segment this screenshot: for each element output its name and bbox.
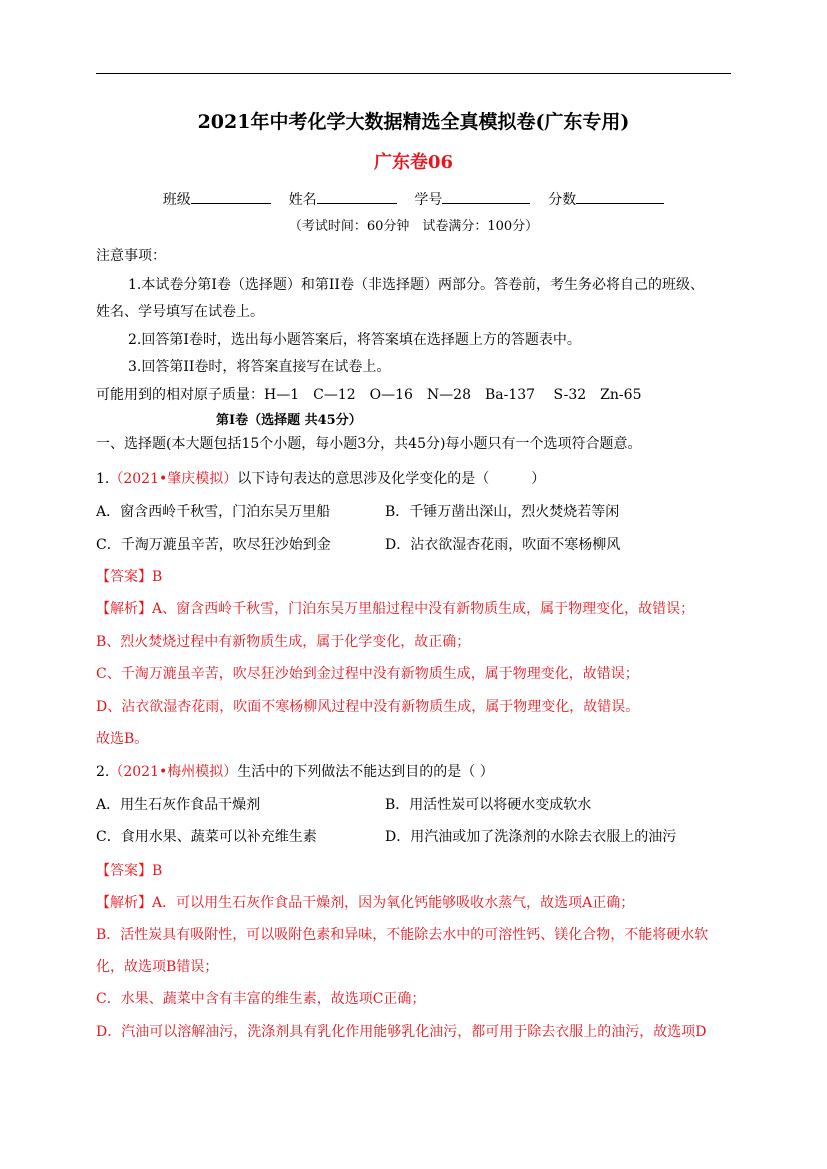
document-title: 2021年中考化学大数据精选全真模拟卷(广东专用) <box>197 111 630 133</box>
q1-option-b: B．千锤万凿出深山，烈火焚烧若等闲 <box>385 504 620 520</box>
notes-heading: 注意事项： <box>96 248 166 264</box>
question-2-number: 2. <box>96 764 110 780</box>
q1-option-a: A．窗含西岭千秋雪，门泊东吴万里船 <box>96 504 331 520</box>
q1-explanation-4: D、沾衣欲湿杏花雨，吹面不寒杨柳风过程中没有新物质生成，属于物理变化，故错误。 <box>96 699 640 715</box>
class-label: 班级 <box>162 192 191 208</box>
number-label: 学号 <box>414 192 443 208</box>
q1-answer: 【答案】B <box>96 569 163 585</box>
q2-option-b: B．用活性炭可以将硬水变成软水 <box>385 797 592 813</box>
paper-subtitle: 广东卷06 <box>373 152 454 173</box>
score-label: 分数 <box>548 192 577 208</box>
q2-explanation-3: C．水果、蔬菜中含有丰富的维生素，故选项C正确； <box>96 991 426 1007</box>
q1-option-d: D．沾衣欲湿杏花雨，吹面不寒杨柳风 <box>385 537 621 553</box>
q2-explanation-2a: B．活性炭具有吸附性，可以吸附色素和异味，不能除去水中的可溶性钙、镁化合物，不能将硬水软 <box>96 927 709 943</box>
note-item-3: 3.回答第II卷时，将答案直接写在试卷上。 <box>128 359 391 375</box>
score-blank[interactable] <box>576 189 664 204</box>
question-2-stem <box>96 762 494 782</box>
question-1-stem <box>96 469 545 489</box>
section-title: 第Ⅰ卷（选择题 共45分） <box>216 413 362 428</box>
q2-explanation-4: D．汽油可以溶解油污，洗涤剂具有乳化作用能够乳化油污，都可用于除去衣服上的油污，故选项D <box>96 1024 707 1040</box>
question-1-text: 以下诗句表达的意思涉及化学变化的是（ ） <box>237 471 546 487</box>
q1-explanation-3: C、千淘万漉虽辛苦，吹尽狂沙始到金过程中没有新物质生成，属于物理变化，故错误； <box>96 666 639 682</box>
question-2-source: （2021•梅州模拟） <box>109 764 238 780</box>
info-fields-row <box>0 189 827 210</box>
name-label: 姓名 <box>288 192 317 208</box>
number-blank[interactable] <box>442 189 530 204</box>
q2-option-d: D．用汽油或加了洗涤剂的水除去衣服上的油污 <box>385 829 677 845</box>
note-item-1b: 姓名、学号填写在试卷上。 <box>96 304 264 320</box>
q1-conclusion: 故选B。 <box>96 731 149 747</box>
q2-explanation-2b: 化，故选项B错误； <box>96 959 219 975</box>
atomic-masses: 可能用到的相对原子质量：H—1 C—12 O—16 N—28 Ba-137 S-32 Zn-65 <box>96 387 642 403</box>
question-1-source: （2021•肇庆模拟） <box>109 471 238 487</box>
exam-meta: （考试时间：60分钟 试卷满分：100分） <box>288 219 539 234</box>
header-rule <box>96 73 731 74</box>
question-1-number: 1. <box>96 471 110 487</box>
section-instruction: 一、选择题(本大题包括15个小题，每小题3分，共45分)每小题只有一个选项符合题意。 <box>96 436 642 452</box>
q2-explanation-1: 【解析】A．可以用生石灰作食品干燥剂，因为氧化钙能够吸收水蒸气，故选项A正确； <box>96 895 635 911</box>
name-blank[interactable] <box>317 189 397 204</box>
note-item-2: 2.回答第I卷时，选出每小题答案后，将答案填在选择题上方的答题表中。 <box>128 332 581 348</box>
q1-option-c: C．千淘万漉虽辛苦，吹尽狂沙始到金 <box>96 537 331 553</box>
q2-option-c: C．食用水果、蔬菜可以补充维生素 <box>96 829 317 845</box>
q1-explanation-2: B、烈火焚烧过程中有新物质生成，属于化学变化，故正确； <box>96 634 471 650</box>
q2-answer: 【答案】B <box>96 863 163 879</box>
q2-option-a: A．用生石灰作食品干燥剂 <box>96 797 261 813</box>
question-2-text: 生活中的下列做法不能达到目的的是（ ） <box>237 764 494 780</box>
note-item-1a: 1.本试卷分第I卷（选择题）和第II卷（非选择题）两部分。答卷前，考生务必将自己的班级、 <box>128 277 704 293</box>
q1-explanation-1: 【解析】A、窗含西岭千秋雪，门泊东吴万里船过程中没有新物质生成，属于物理变化，故错误； <box>96 601 695 617</box>
class-blank[interactable] <box>191 189 271 204</box>
